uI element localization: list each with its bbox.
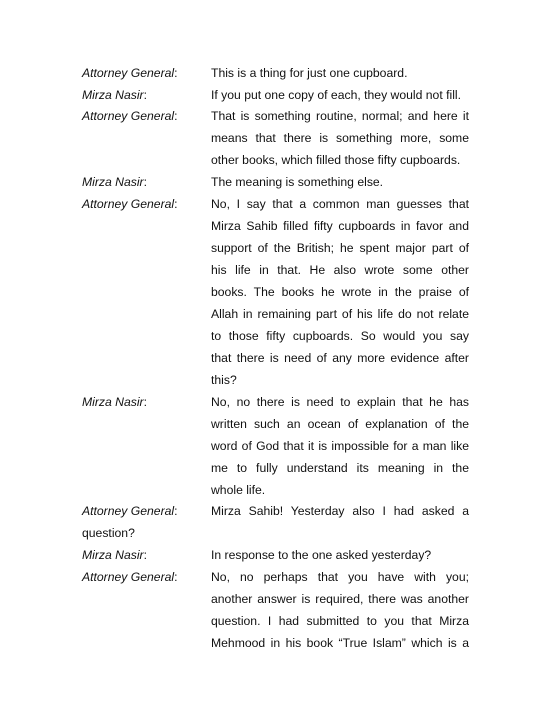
dialogue-line: his life in that. He also wrote some other [211, 263, 469, 277]
speaker-name: Attorney General: [82, 570, 178, 584]
speaker-name: Mirza Nasir: [82, 548, 148, 562]
dialogue-line: That is something routine, normal; and here it [211, 109, 469, 123]
dialogue-line: Allah in remaining part of his life do not relate [211, 307, 469, 321]
speaker-name: Mirza Nasir: [82, 175, 148, 189]
dialogue-line-continuation: question? [82, 526, 135, 540]
dialogue-line: question. I had submitted to you that Mirza [211, 614, 469, 628]
dialogue-line: Mirza Sahib filled fifty cupboards in favor and [211, 219, 469, 233]
speaker-name: Mirza Nasir: [82, 395, 148, 409]
dialogue-line: means that there is something more, some [211, 131, 469, 145]
speaker-name: Mirza Nasir: [82, 88, 148, 102]
dialogue-line: books. The books he wrote in the praise of [211, 285, 469, 299]
dialogue-line: This is a thing for just one cupboard. [211, 66, 408, 80]
dialogue-line: this? [211, 373, 237, 387]
dialogue-line: No, I say that a common man guesses that [211, 197, 469, 211]
dialogue-line: me to fully understand its meaning in the [211, 461, 469, 475]
dialogue-line: other books, which filled those fifty cupboards. [211, 153, 461, 167]
dialogue-line: support of the British; he spent major part of [211, 241, 469, 255]
speaker-name: Attorney General: [82, 66, 178, 80]
dialogue-line: to those fifty cupboards. So would you say [211, 329, 469, 343]
dialogue-line: Mirza Sahib! Yesterday also I had asked a [211, 504, 469, 518]
dialogue-line: No, no there is need to explain that he has [211, 395, 469, 409]
dialogue-line: In response to the one asked yesterday? [211, 548, 432, 562]
dialogue-line: written such an ocean of explanation of the [211, 417, 469, 431]
speaker-name: Attorney General: [82, 504, 178, 518]
speaker-name: Attorney General: [82, 197, 178, 211]
dialogue-line: that there is need of any more evidence after [211, 351, 469, 365]
dialogue-line: another answer is required, there was another [211, 592, 469, 606]
dialogue-line: Mehmood in his book “True Islam” which is a [211, 636, 469, 650]
dialogue-line: whole life. [211, 483, 266, 497]
dialogue-line: No, no perhaps that you have with you; [211, 570, 469, 584]
speaker-name: Attorney General: [82, 109, 178, 123]
dialogue-line: The meaning is something else. [211, 175, 384, 189]
dialogue-line: If you put one copy of each, they would not fill. [211, 88, 461, 102]
dialogue-line: word of God that it is impossible for a man like [211, 439, 469, 453]
